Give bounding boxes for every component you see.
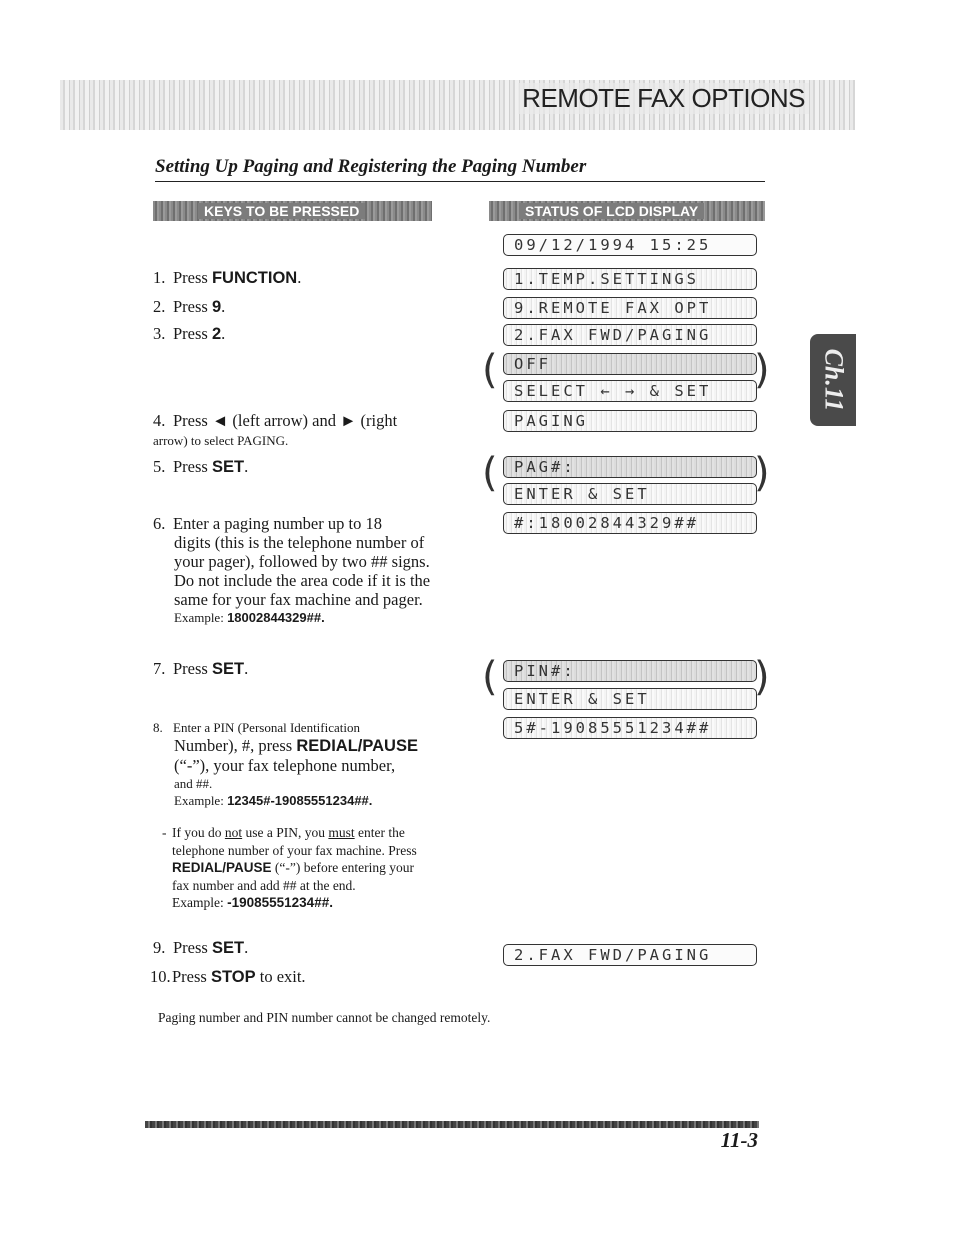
example-value: 18002844329##. — [227, 610, 325, 625]
step-number: 1. — [153, 268, 166, 287]
alternate-bracket-left-icon: ( — [482, 347, 498, 393]
footer-note: Paging number and PIN number cannot be changed remotely. — [158, 1010, 491, 1025]
note-text: use a PIN, you — [242, 825, 329, 840]
note-text: (“-”) before entering your fax number and add ## at the end. — [172, 860, 414, 893]
key-name: FUNCTION — [211, 269, 298, 287]
page-number: 11-3 — [720, 1128, 758, 1152]
step-2 — [153, 297, 438, 317]
step-text: Number), #, press — [174, 736, 297, 755]
lcd-display: OFF — [503, 353, 757, 375]
alternate-bracket-left-icon: ( — [482, 450, 498, 496]
lcd-display: 1.TEMP.SETTINGS — [503, 268, 757, 290]
note-example — [172, 894, 434, 912]
step-text: arrow) to select PAGING. — [153, 433, 289, 448]
step-number: 2. — [153, 297, 166, 316]
note-text: If you do — [172, 825, 225, 840]
step-number: 5. — [153, 457, 166, 476]
lcd-display: PIN#: — [503, 660, 757, 682]
step-number: 4. — [153, 411, 166, 430]
step-text: . — [244, 659, 249, 678]
step-number: 6. — [153, 514, 166, 533]
note-emphasis: not — [224, 825, 243, 840]
step-text: . — [297, 268, 302, 287]
section-title: Setting Up Paging and Registering the Paging Number — [155, 156, 765, 182]
key-name: 2 — [211, 325, 222, 343]
step-text: and ##. — [174, 776, 213, 791]
step-number: 7. — [153, 659, 166, 678]
example-label: Example: — [174, 793, 228, 808]
step-text: Press — [173, 938, 212, 957]
alternate-bracket-right-icon: ) — [754, 450, 770, 496]
bottom-rule — [145, 1121, 759, 1128]
alternate-bracket-right-icon: ) — [754, 347, 770, 393]
step-text: Press — [173, 457, 212, 476]
step-text: Enter a PIN (Personal Identification — [173, 720, 360, 735]
step-10 — [150, 967, 435, 987]
key-name: STOP — [210, 968, 256, 986]
step-1 — [153, 268, 438, 288]
step-4 — [153, 411, 438, 449]
lcd-display: PAGING — [503, 410, 757, 432]
step-text: Press — [173, 268, 212, 287]
alternate-bracket-right-icon: ) — [754, 654, 770, 700]
step-text: . — [244, 457, 249, 476]
step-example — [153, 609, 438, 626]
key-name: REDIAL/PAUSE — [172, 860, 272, 875]
step-text-line — [153, 736, 438, 756]
alternate-bracket-left-icon: ( — [482, 654, 498, 700]
chapter-tab-label: Ch.11 — [819, 348, 848, 412]
key-name: SET — [211, 458, 245, 476]
step-3 — [153, 324, 438, 344]
page-header-title: REMOTE FAX OPTIONS — [518, 83, 809, 114]
lcd-display: 09/12/1994 15:25 — [503, 234, 757, 256]
step-8 — [153, 717, 438, 809]
lcd-display: ENTER & SET — [503, 483, 757, 505]
step-text: Press — [173, 324, 212, 343]
step-text: . — [221, 297, 226, 316]
step-5 — [153, 457, 438, 477]
lcd-display: PAG#: — [503, 456, 757, 478]
example-value: 12345#-19085551234##. — [227, 793, 373, 808]
key-name: SET — [211, 660, 245, 678]
lcd-display: 5#-19085551234## — [503, 717, 757, 739]
step-text: digits (this is the telephone number of your pager), followed by two ## signs. Do not include the area code if it is the same for your fax machine and pager. — [174, 533, 431, 609]
keys-column-header — [153, 201, 432, 221]
step-9 — [153, 938, 438, 958]
step-text: Press — [173, 297, 212, 316]
note-dash: - — [162, 825, 167, 840]
lcd-display: 2.FAX FWD/PAGING — [503, 324, 757, 346]
step-number: 8. — [153, 720, 163, 735]
step-7 — [153, 659, 438, 679]
example-value: -19085551234##. — [227, 895, 333, 910]
note-emphasis: must — [328, 825, 355, 840]
lcd-display: 2.FAX FWD/PAGING — [503, 944, 757, 966]
step-text: Press — [172, 967, 211, 986]
step-text: Press — [173, 659, 212, 678]
step-number: 9. — [153, 938, 166, 957]
pin-note — [162, 824, 434, 912]
lcd-display: 9.REMOTE FAX OPT — [503, 297, 757, 319]
example-label: Example: — [172, 895, 228, 910]
lcd-display: SELECT ← → & SET — [503, 380, 757, 402]
lcd-column-header — [489, 201, 765, 221]
lcd-display: #:18002844329## — [503, 512, 757, 534]
step-number: 3. — [153, 324, 166, 343]
step-number: 10. — [150, 967, 171, 986]
key-name: 9 — [211, 298, 222, 316]
step-text: Press ◄ (left arrow) and ► (right — [173, 411, 398, 430]
key-name: REDIAL/PAUSE — [296, 737, 418, 755]
lcd-column-header-label: STATUS OF LCD DISPLAY — [519, 203, 704, 219]
chapter-tab — [810, 334, 856, 426]
example-label: Example: — [174, 610, 228, 625]
step-6 — [153, 514, 438, 626]
lcd-display: ENTER & SET — [503, 688, 757, 710]
key-name: SET — [211, 939, 245, 957]
note-text: enter the telephone number of your fax machine. Press — [172, 825, 417, 858]
step-text: . — [244, 938, 249, 957]
step-text: . — [221, 324, 226, 343]
step-example — [153, 792, 438, 809]
step-text: Enter a paging number up to 18 — [173, 514, 382, 533]
step-text: (“-”), your fax telephone number, — [174, 756, 396, 775]
step-text: to exit. — [255, 967, 306, 986]
keys-column-header-label: KEYS TO BE PRESSED — [198, 203, 365, 219]
